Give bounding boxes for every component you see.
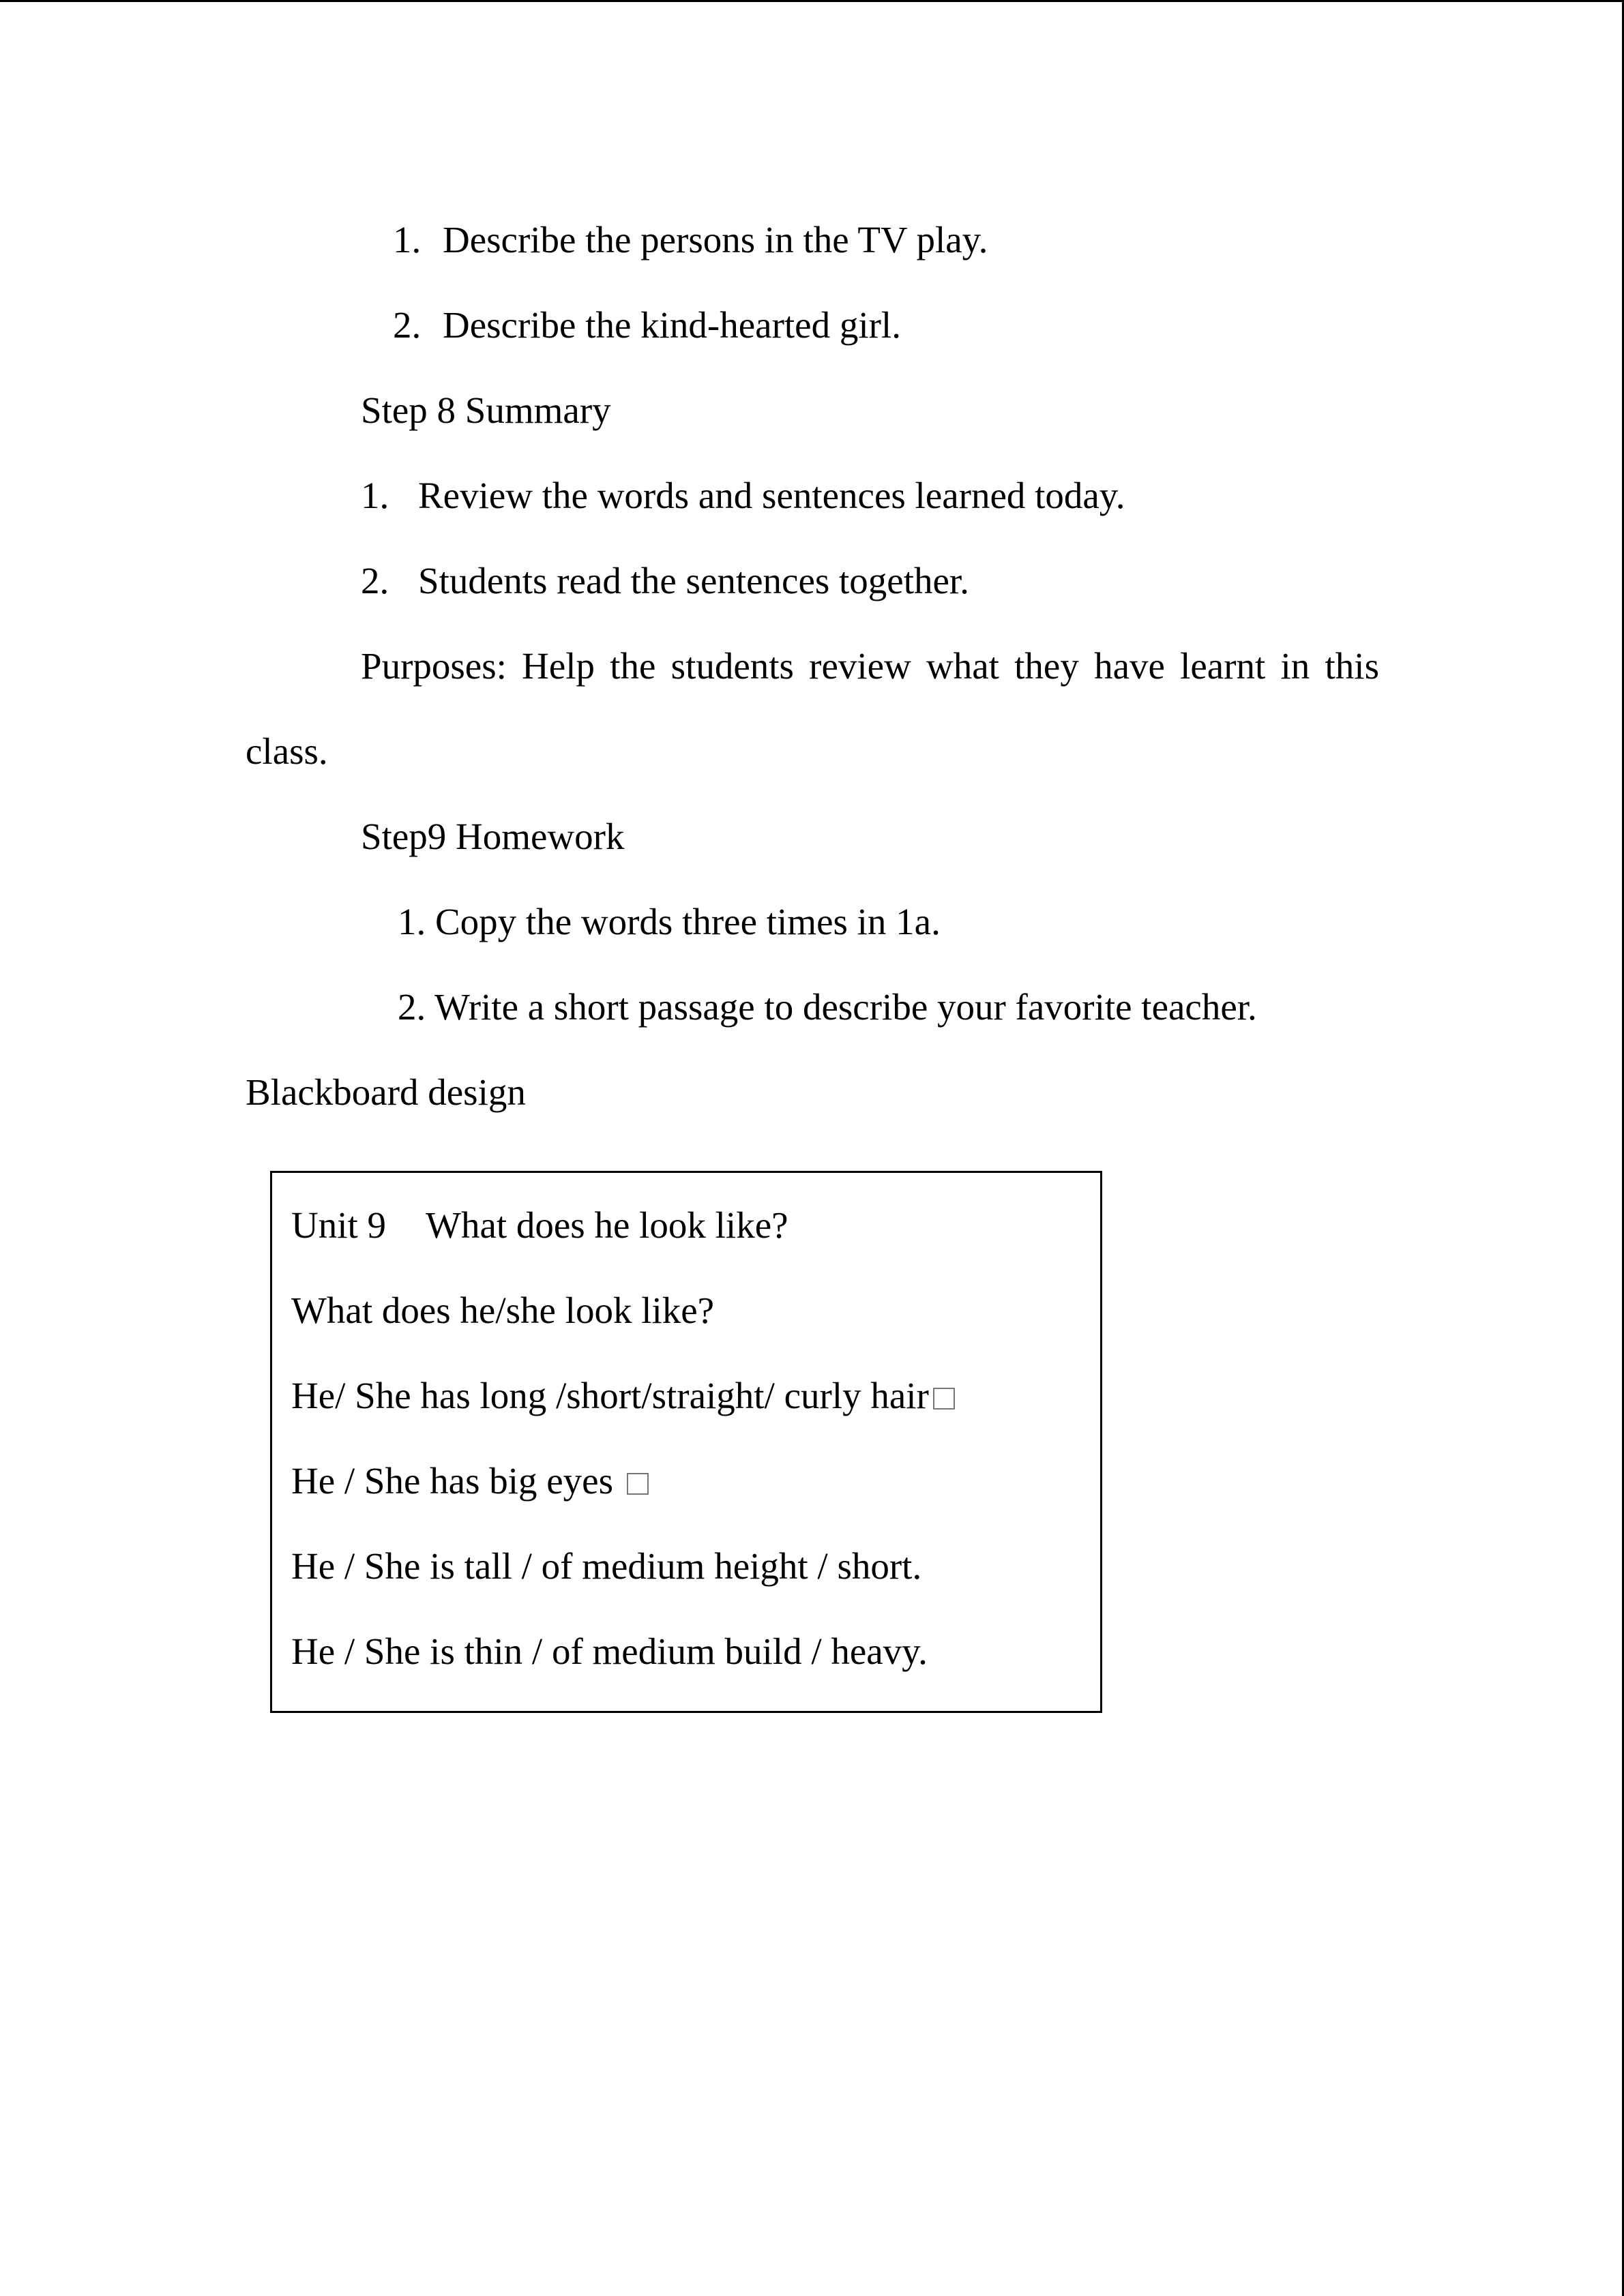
list-item-number: 2. <box>361 560 389 601</box>
list-item-text: Students read the sentences together. <box>418 560 969 601</box>
blackboard-heading: Blackboard design <box>246 1071 526 1113</box>
missing-glyph-box-icon <box>933 1388 955 1410</box>
list-item-number: 1. <box>361 475 389 516</box>
missing-glyph-box-icon <box>627 1473 649 1495</box>
list-item-text: Describe the persons in the TV play. <box>443 219 988 260</box>
homework-item: 1. Copy the words three times in 1a. <box>398 901 941 942</box>
list-item <box>361 557 969 605</box>
list-item <box>361 472 1125 520</box>
blackboard-line: He / She has big eyes <box>291 1457 649 1505</box>
list-item-text: Review the words and sentences learned today. <box>418 475 1125 516</box>
blackboard-box <box>270 1171 1102 1713</box>
purposes-paragraph: Purposes: Help the students review what they have learnt in this <box>361 645 1379 687</box>
blackboard-line: He/ She has long /short/straight/ curly hair <box>291 1372 955 1420</box>
blackboard-line: He / She is tall / of medium height / short. <box>291 1545 922 1587</box>
list-item-text: Describe the kind-hearted girl. <box>443 304 901 346</box>
list-item <box>393 216 988 264</box>
page-border-top <box>0 0 1624 2</box>
list-item <box>393 301 901 349</box>
list-item-number: 1. <box>393 219 422 260</box>
unit-label: Unit 9 <box>291 1204 387 1246</box>
step8-heading: Step 8 Summary <box>361 389 611 431</box>
blackboard-line: What does he/she look like? <box>291 1289 715 1331</box>
list-item-number: 2. <box>393 304 422 346</box>
step9-heading: Step9 Homework <box>361 816 625 857</box>
blackboard-title-line <box>291 1202 788 1249</box>
unit-title: What does he look like? <box>426 1204 788 1246</box>
purposes-paragraph-continued: class. <box>246 730 328 772</box>
blackboard-line: He / She is thin / of medium build / heavy. <box>291 1630 928 1672</box>
homework-item: 2. Write a short passage to describe your favorite teacher. <box>398 986 1257 1028</box>
